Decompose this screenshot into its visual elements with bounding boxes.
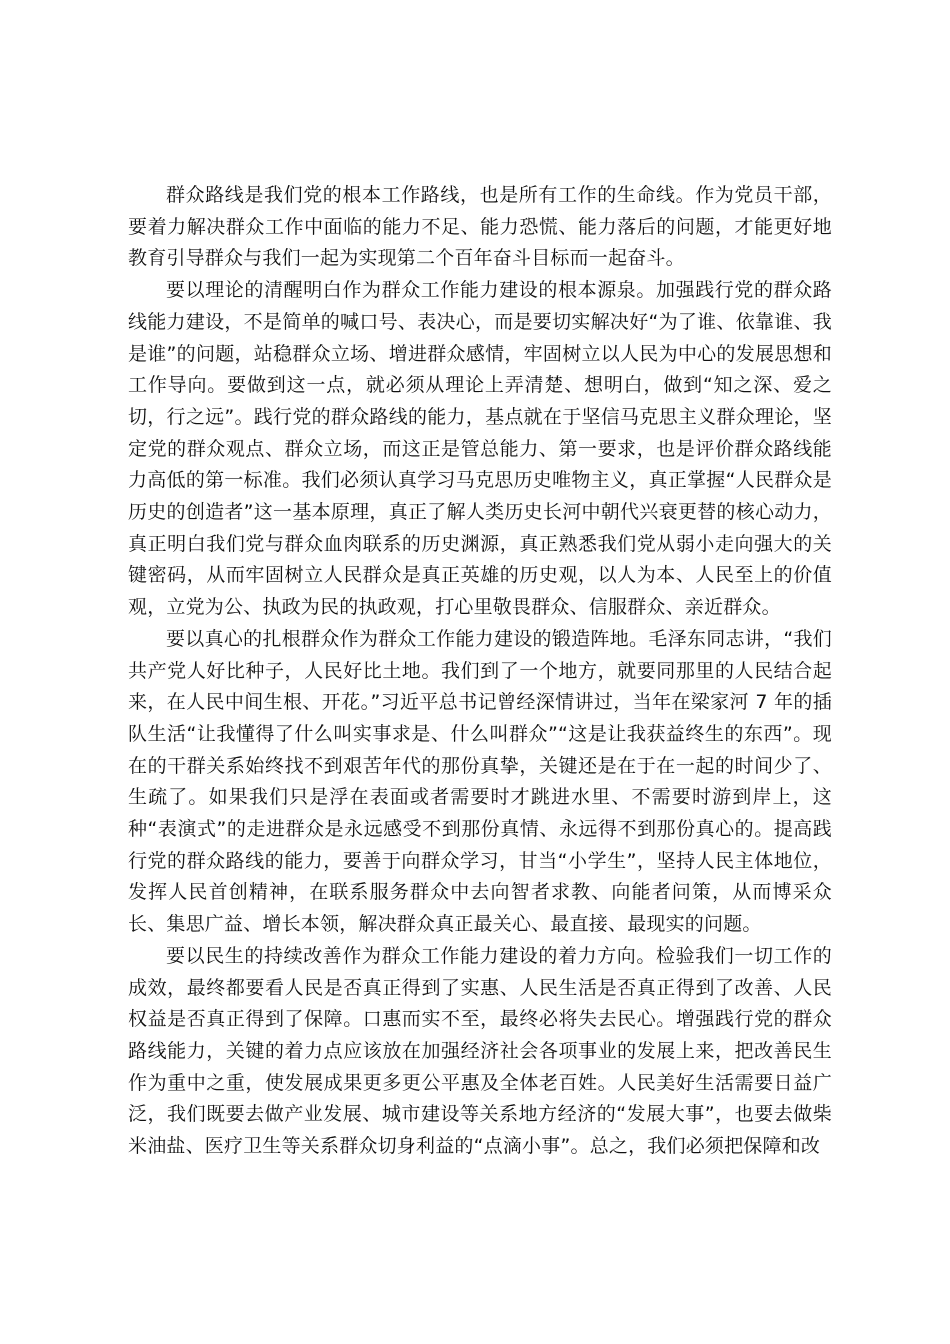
paragraph-livelihood: 要以民生的持续改善作为群众工作能力建设的着力方向。检验我们一切工作的成效，最终都要看人民是否真正得到了实惠、人民生活是否真正得到了改善、人民权益是否真正得到了保障。口惠而实不至，最终必将失去民心。增强践行党的群众路线能力，关键的着力点应该放在加强经济社会各项事业的发展上来，把改善民生作为重中之重，使发展成果更多更公平惠及全体老百姓。人民美好生活需要日益广泛，我们既要去做产业发展、城市建设等关系地方经济的“发展大事”，也要去做柴米油盐、医疗卫生等关系群众切身利益的“点滴小事”。总之，我们必须把保障和改 (128, 944, 832, 1158)
document-body (128, 180, 832, 1163)
paragraph-rooting: 要以真心的扎根群众作为群众工作能力建设的锻造阵地。毛泽东同志讲，“我们共产党人好比种子，人民好比土地。我们到了一个地方，就要同那里的人民结合起来，在人民中间生根、开花。”习近平总书记曾经深情讲过，当年在梁家河 7 年的插队生活“让我懂得了什么叫实事求是、什么叫群众”“这是让我获益终生的东西”。现在的干群关系始终找不到艰苦年代的那份真挚，关键还是在于在一起的时间少了、生疏了。如果我们只是浮在表面或者需要时才跳进水里、不需要时游到岸上，这种“表演式”的走进群众是永远感受不到那份真情、永远得不到那份真心的。提高践行党的群众路线的能力，要善于向群众学习，甘当“小学生”，坚持人民主体地位，发挥人民首创精神，在联系服务群众中去向智者求教、向能者问策，从而博采众长、集思广益、增长本领，解决群众真正最关心、最直接、最现实的问题。 (128, 627, 832, 936)
paragraph-theory: 要以理论的清醒明白作为群众工作能力建设的根本源泉。加强践行党的群众路线能力建设，不是简单的喊口号、表决心，而是要切实解决好“为了谁、依靠谁、我是谁”的问题，站稳群众立场、增进群众感情，牢固树立以人民为中心的发展思想和工作导向。要做到这一点，就必须从理论上弄清楚、想明白，做到“知之深、爱之切，行之远”。践行党的群众路线的能力，基点就在于坚信马克思主义群众理论，坚定党的群众观点、群众立场，而这正是管总能力、第一要求，也是评价群众路线能力高低的第一标准。我们必须认真学习马克思历史唯物主义，真正掌握“人民群众是历史的创造者”这一基本原理，真正了解人类历史长河中朝代兴衰更替的核心动力，真正明白我们党与群众血肉联系的历史渊源，真正熟悉我们党从弱小走向强大的关键密码，从而牢固树立人民群众是真正英雄的历史观，以人为本、人民至上的价值观，立党为公、执政为民的执政观，打心里敬畏群众、信服群众、亲近群众。 (128, 279, 832, 619)
paragraph-intro: 群众路线是我们党的根本工作路线，也是所有工作的生命线。作为党员干部，要着力解决群众工作中面临的能力不足、能力恐慌、能力落后的问题，才能更好地教育引导群众与我们一起为实现第二个百年奋斗目标而一起奋斗。 (128, 184, 832, 270)
